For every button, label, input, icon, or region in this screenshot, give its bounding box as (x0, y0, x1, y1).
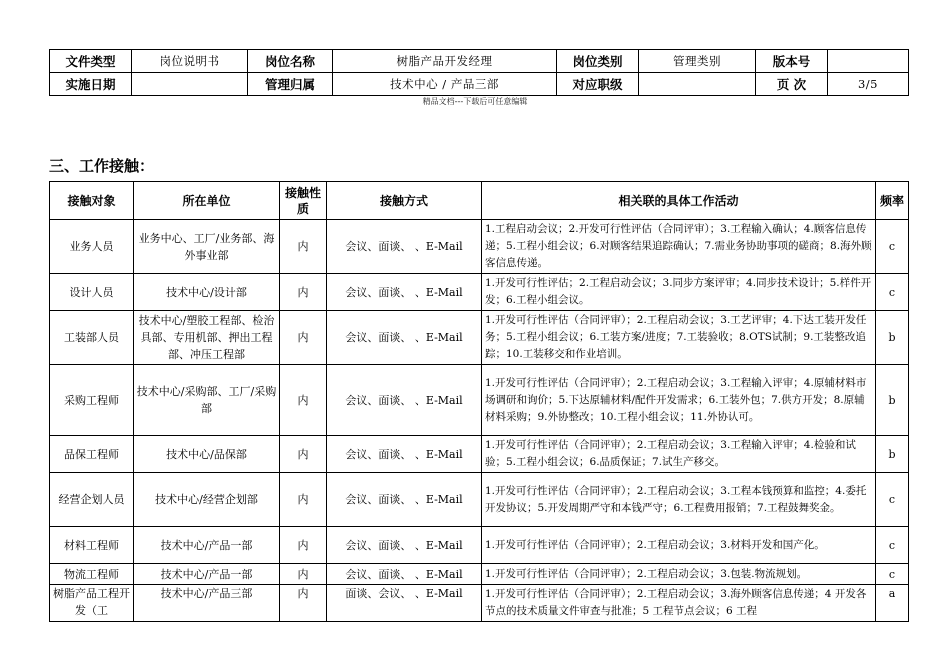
contact-unit: 技术中心/产品一部 (134, 564, 280, 585)
header-target: 接触对象 (50, 182, 134, 220)
table-row (50, 311, 909, 365)
contact-nature: 内 (280, 585, 327, 622)
contact-target: 材料工程师 (50, 527, 134, 564)
table-row (50, 564, 909, 585)
contact-table-header (50, 182, 909, 220)
version-label: 版本号 (756, 50, 828, 73)
effective-date-label: 实施日期 (50, 73, 132, 96)
doc-type-value: 岗位说明书 (132, 50, 248, 73)
contact-unit: 技术中心/经营企划部 (134, 473, 280, 527)
contact-target: 工装部人员 (50, 311, 134, 365)
header-row-1 (50, 50, 909, 73)
version-value (828, 50, 909, 73)
contact-target: 经营企划人员 (50, 473, 134, 527)
contact-target: 采购工程师 (50, 365, 134, 436)
table-row (50, 585, 909, 622)
contact-method: 会议、面谈、 、E-Mail (327, 220, 482, 274)
contact-frequency: b (876, 365, 909, 436)
post-category-value: 管理类别 (639, 50, 756, 73)
contact-unit: 技术中心/塑胶工程部、检治具部、专用机部、押出工程部、冲压工程部 (134, 311, 280, 365)
contact-target: 设计人员 (50, 274, 134, 311)
contact-nature: 内 (280, 436, 327, 473)
contact-method: 面谈、会议、 、E-Mail (327, 585, 482, 622)
level-label: 对应职级 (557, 73, 639, 96)
header-activities: 相关联的具体工作活动 (482, 182, 876, 220)
contact-nature: 内 (280, 274, 327, 311)
table-row (50, 274, 909, 311)
contact-unit: 技术中心/设计部 (134, 274, 280, 311)
contact-nature: 内 (280, 220, 327, 274)
contact-method: 会议、面谈、 、E-Mail (327, 365, 482, 436)
page-value: 3/5 (828, 73, 909, 96)
contact-activities: 1.开发可行性评估（合同评审）；2.工程启动会议；3.工程输入评审；4.原辅材料市场调研和询价；5.下达原辅材料/配件开发需求；6.工装外包；7.供方开发；8.原辅材料采购；9.外协整改；10.工程小组会议；11.外协认可。 (482, 365, 876, 436)
header-unit: 所在单位 (134, 182, 280, 220)
contact-nature: 内 (280, 311, 327, 365)
contact-nature: 内 (280, 564, 327, 585)
contact-frequency: b (876, 311, 909, 365)
contact-frequency: c (876, 473, 909, 527)
contact-frequency: c (876, 564, 909, 585)
contact-nature: 内 (280, 365, 327, 436)
download-note: 精品文档---下载后可任意编辑 (422, 97, 528, 106)
level-value (639, 73, 756, 96)
contact-nature: 内 (280, 473, 327, 527)
contact-target: 业务人员 (50, 220, 134, 274)
contact-activities: 1.开发可行性评估（合同评审）；2.工程启动会议；3.包装.物流规划。 (482, 564, 876, 585)
table-row (50, 220, 909, 274)
section-title: 三、工作接触： (49, 157, 155, 175)
contact-frequency: c (876, 220, 909, 274)
contact-activities: 1.开发可行性评估（合同评审）；2.工程启动会议；3.工程本钱预算和监控；4.委托开发协议；5.开发周期严守和本钱严守；6.工程费用报销；7.工程鼓舞奖金。 (482, 473, 876, 527)
management-value: 技术中心 / 产品三部 (333, 73, 557, 96)
contact-unit: 技术中心/产品一部 (134, 527, 280, 564)
effective-date-value (132, 73, 248, 96)
table-row (50, 365, 909, 436)
contact-method: 会议、面谈、 、E-Mail (327, 436, 482, 473)
management-label: 管理归属 (248, 73, 333, 96)
table-row (50, 527, 909, 564)
post-category-label: 岗位类别 (557, 50, 639, 73)
doc-type-label: 文件类型 (50, 50, 132, 73)
contact-activities: 1.开发可行性评估（合同评审）；2.工程启动会议；3.海外顾客信息传递；4 开发各节点的技术质量文件审查与批准；5 工程节点会议；6 工程 (482, 585, 876, 622)
contact-method: 会议、面谈、 、E-Mail (327, 274, 482, 311)
contact-frequency: b (876, 436, 909, 473)
contact-activities: 1.开发可行性评估（合同评审）；2.工程启动会议；3.材料开发和国产化。 (482, 527, 876, 564)
contact-activities: 1.开发可行性评估；2.工程启动会议；3.同步方案评审；4.同步技术设计；5.样件开发；6.工程小组会议。 (482, 274, 876, 311)
contact-frequency: c (876, 274, 909, 311)
contact-method: 会议、面谈、 、E-Mail (327, 311, 482, 365)
contact-method: 会议、面谈、 、E-Mail (327, 473, 482, 527)
header-frequency: 频率 (876, 182, 909, 220)
contact-target: 树脂产品工程开发（工 (50, 585, 134, 622)
header-nature: 接触性质 (280, 182, 327, 220)
contact-target: 品保工程师 (50, 436, 134, 473)
contact-unit: 技术中心/产品三部 (134, 585, 280, 622)
header-row-2 (50, 73, 909, 96)
table-row (50, 473, 909, 527)
contact-activities: 1.开发可行性评估（合同评审）；2.工程启动会议；3.工程输入评审；4.检验和试验；5.工程小组会议；6.品质保证；7.试生产移交。 (482, 436, 876, 473)
contact-unit: 技术中心/品保部 (134, 436, 280, 473)
contact-nature: 内 (280, 527, 327, 564)
contact-table (49, 181, 909, 622)
post-name-value: 树脂产品开发经理 (333, 50, 557, 73)
page-label: 页 次 (756, 73, 828, 96)
contact-frequency: a (876, 585, 909, 622)
header-table (49, 49, 909, 96)
contact-method: 会议、面谈、 、E-Mail (327, 564, 482, 585)
header-method: 接触方式 (327, 182, 482, 220)
contact-activities: 1.工程启动会议；2.开发可行性评估（合同评审）；3.工程输入确认；4.顾客信息传递；5.工程小组会议；6.对顾客结果追踪确认；7.需业务协助事项的磋商；8.海外顾客信息传递。 (482, 220, 876, 274)
post-name-label: 岗位名称 (248, 50, 333, 73)
contact-frequency: c (876, 527, 909, 564)
contact-unit: 技术中心/采购部、工厂/采购部 (134, 365, 280, 436)
contact-target: 物流工程师 (50, 564, 134, 585)
table-row (50, 436, 909, 473)
contact-activities: 1.开发可行性评估（合同评审）；2.工程启动会议；3.工艺评审；4.下达工装开发任务；5.工程小组会议；6.工装方案/进度；7.工装验收；8.OTS试制；9.工装整改追踪；10.工装移交和作业培训。 (482, 311, 876, 365)
contact-unit: 业务中心、工厂/业务部、海外事业部 (134, 220, 280, 274)
contact-method: 会议、面谈、 、E-Mail (327, 527, 482, 564)
